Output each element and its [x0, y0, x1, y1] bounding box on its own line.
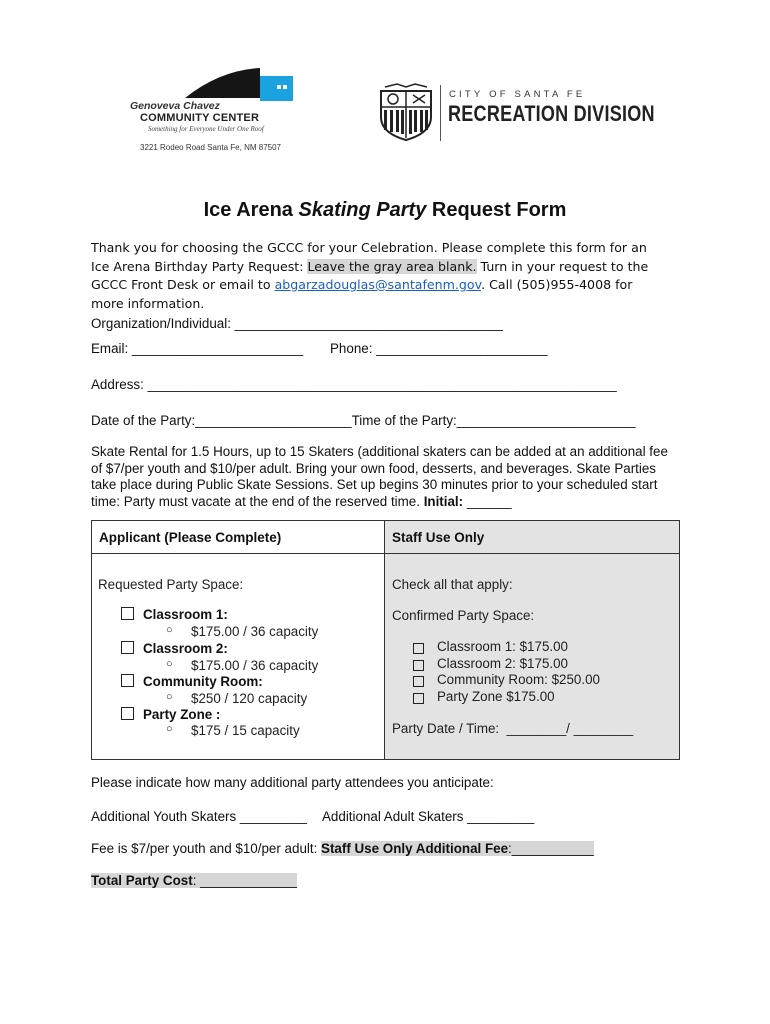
party-space-table [91, 520, 680, 760]
fee-text: Fee is $7/per youth and $10/per adult: [91, 841, 322, 856]
intro-text-2: Turn in your request to the GCCC Front Desk or email to [91, 258, 649, 292]
title-part3: Request Form [426, 199, 567, 221]
staff-fee-label: Staff Use Only Additional Fee [321, 841, 509, 856]
table-header-divider [92, 553, 679, 554]
intro-text-3: . Call (505)955-4008 for more information. [91, 277, 633, 311]
initial-label: Initial: [423, 493, 464, 509]
staff-header: Staff Use Only [392, 530, 485, 545]
rental-info-text: Skate Rental for 1.5 Hours, up to 15 Skaters (additional skaters can be added at an additional fee of $7/per youth and $10/per adult. Bring your own food, desserts, and beverages. Skate Parties take place during Public Skate Sessions. Set up begins 30 minutes prior to your scheduled start time: Party must vacate at the end of the reserved time. [91, 444, 668, 509]
intro-highlight: Leave the gray area blank. [307, 258, 477, 274]
classroom1-label: Classroom 1: [143, 607, 228, 622]
party-zone-checkbox[interactable] [121, 707, 134, 725]
total-cost-blank: : _____________ [192, 873, 297, 888]
classroom2-price: $175.00 / 36 capacity [191, 658, 319, 673]
party-zone-price: $175 / 15 capacity [191, 723, 300, 738]
organization-field[interactable]: Organization/Individual: ____________________________________ [91, 316, 503, 331]
seal-divider [440, 85, 441, 141]
gccc-name-line2: COMMUNITY CENTER [140, 112, 260, 124]
staff-classroom2-label: Classroom 2: $175.00 [437, 656, 569, 671]
intro-paragraph [91, 239, 661, 313]
community-room-price: $250 / 120 capacity [191, 691, 308, 706]
city-seal-icon [377, 83, 435, 141]
classroom1-price: $175.00 / 36 capacity [191, 624, 319, 639]
initial-field[interactable]: ______ [463, 493, 512, 509]
bullet-icon: ○ [166, 624, 173, 636]
total-cost-box[interactable] [91, 873, 297, 888]
form-title [0, 199, 770, 222]
recreation-division-label: RECREATION DIVISION [448, 101, 655, 126]
party-date-time-field[interactable]: Party Date / Time: ________/ ________ [392, 721, 634, 736]
staff-fee-blank: :___________ [508, 841, 594, 856]
community-room-checkbox[interactable] [121, 674, 134, 692]
rental-info-paragraph [91, 444, 671, 510]
fee-line [91, 841, 594, 856]
phone-field[interactable]: Phone: _______________________ [330, 341, 548, 356]
bullet-icon: ○ [166, 723, 173, 735]
classroom2-checkbox[interactable] [121, 641, 134, 659]
staff-community-room-label: Community Room: $250.00 [437, 672, 600, 687]
adult-skaters-field[interactable]: Additional Adult Skaters _________ [322, 809, 535, 824]
title-part1: Ice Arena [203, 199, 299, 221]
party-zone-label: Party Zone : [143, 707, 221, 722]
staff-fee-box[interactable] [321, 841, 594, 856]
community-room-label: Community Room: [143, 674, 263, 689]
attendees-prompt: Please indicate how many additional party attendees you anticipate: [91, 775, 494, 790]
title-part2: Skating Party [298, 199, 427, 221]
staff-community-room-checkbox[interactable] [413, 674, 424, 692]
date-time-field[interactable]: Date of the Party:_____________________Time of the Party:________________________ [91, 413, 636, 428]
applicant-header: Applicant (Please Complete) [99, 530, 282, 545]
gccc-address: 3221 Rodeo Road Santa Fe, NM 87507 [140, 143, 281, 152]
classroom1-checkbox[interactable] [121, 607, 134, 625]
table-column-divider [384, 521, 385, 759]
staff-classroom1-label: Classroom 1: $175.00 [437, 639, 569, 654]
gccc-tagline: Something for Everyone Under One Roof [148, 125, 264, 133]
requested-space-label: Requested Party Space: [98, 577, 244, 592]
classroom2-label: Classroom 2: [143, 641, 228, 656]
check-all-label: Check all that apply: [392, 577, 513, 592]
bullet-icon: ○ [166, 658, 173, 670]
email-link[interactable]: abgarzadouglas@santafenm.gov [274, 277, 482, 292]
staff-party-zone-checkbox[interactable] [413, 691, 424, 709]
staff-classroom1-checkbox[interactable] [413, 641, 424, 659]
total-cost-line [91, 873, 297, 888]
intro-text-1: Thank you for choosing the GCCC for your Celebration. Please complete this form for an Ice Arena Birthday Party Request: [91, 240, 647, 274]
total-cost-label: Total Party Cost [91, 873, 193, 888]
bullet-icon: ○ [166, 691, 173, 703]
city-of-santa-fe-label: CITY OF SANTA FE [449, 89, 586, 100]
gccc-name-line1: Genoveva Chavez [130, 100, 220, 112]
staff-party-zone-label: Party Zone $175.00 [437, 689, 555, 704]
confirmed-space-label: Confirmed Party Space: [392, 608, 535, 623]
address-field[interactable]: Address: _______________________________________________________________ [91, 377, 617, 392]
youth-skaters-field[interactable]: Additional Youth Skaters _________ [91, 809, 307, 824]
email-field[interactable]: Email: _______________________ [91, 341, 304, 356]
